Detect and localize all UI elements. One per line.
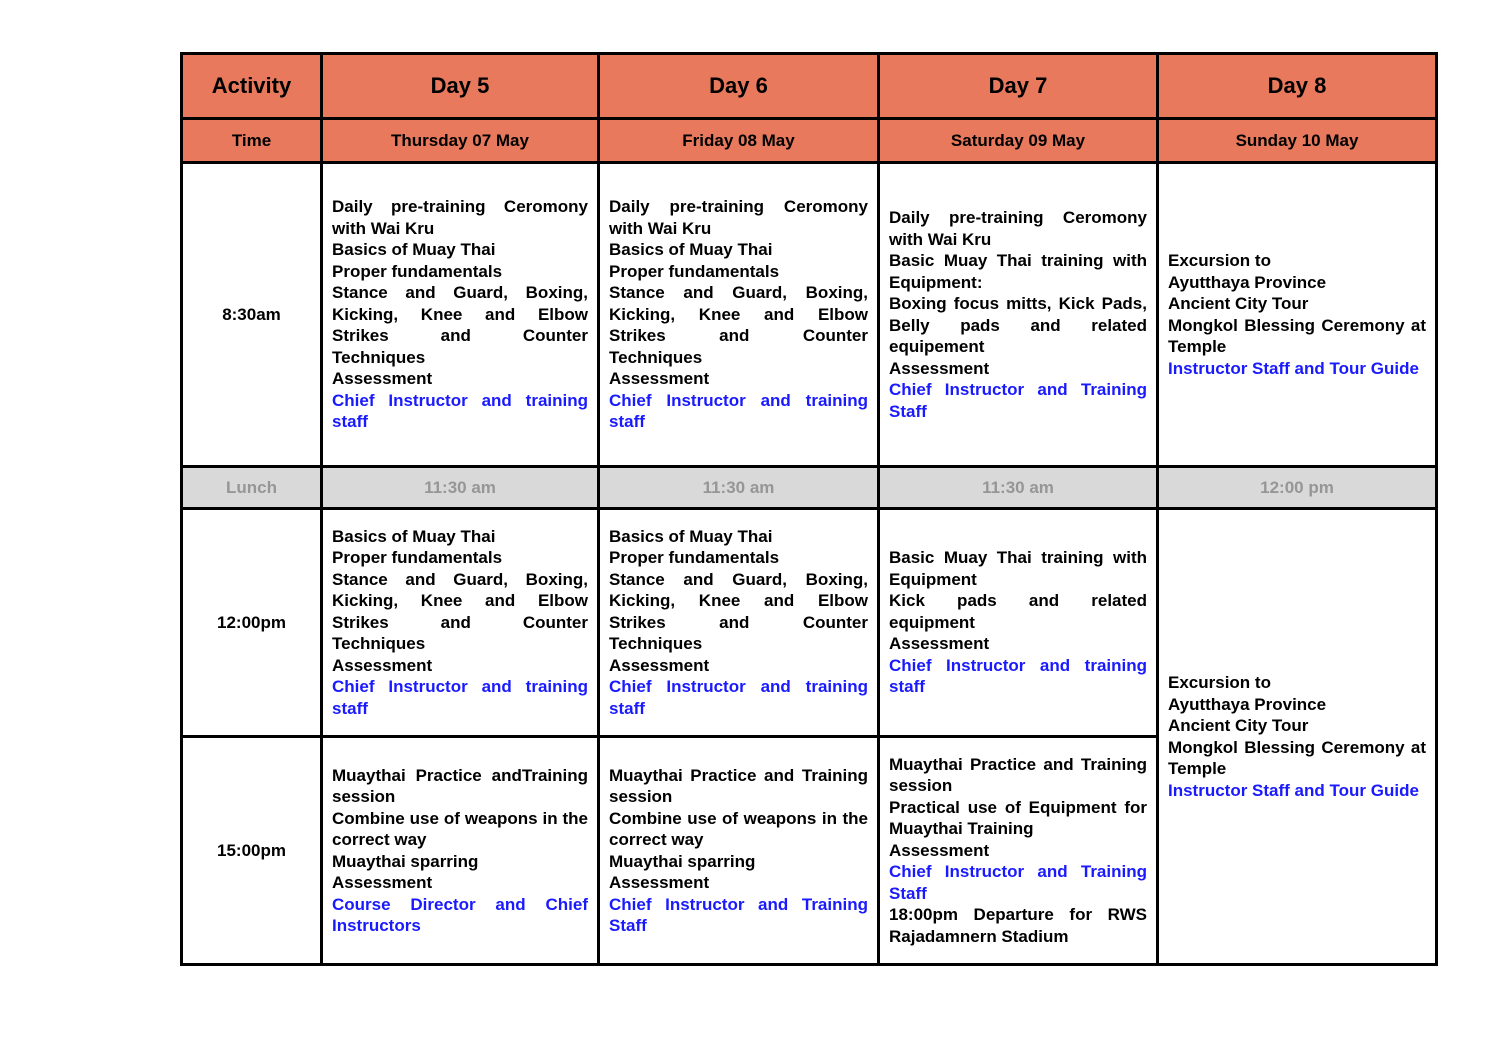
activity-text: Excursion to bbox=[1168, 673, 1271, 692]
staff-text: Chief Instructor and training staff bbox=[609, 390, 868, 432]
subheader-date-3: Saturday 09 May bbox=[879, 119, 1158, 163]
header-day-7: Day 7 bbox=[879, 54, 1158, 119]
schedule-cell-830am-day8 bbox=[1158, 163, 1437, 467]
activity-text: Practical use of Equipment for Muaythai Training bbox=[889, 797, 1147, 839]
header-day-5: Day 5 bbox=[322, 54, 599, 119]
staff-text: Chief Instructor and training staff bbox=[609, 677, 868, 718]
activity-text: Basic Muay Thai training with Equipment: bbox=[889, 251, 1147, 292]
activity-text: Mongkol Blessing Ceremony at Temple bbox=[1168, 737, 1426, 778]
activity-text: Muaythai sparring bbox=[332, 851, 479, 871]
activity-text: Daily pre-training Ceromony with Wai Kru bbox=[332, 197, 588, 238]
header-row-dates bbox=[182, 119, 1437, 163]
activity-text: Proper fundamentals bbox=[332, 548, 503, 568]
staff-text: Course Director and Chief Instructors bbox=[332, 894, 588, 935]
header-day-8: Day 8 bbox=[1158, 54, 1437, 119]
activity-text: Assessment bbox=[332, 873, 433, 892]
activity-text: Proper fundamentals bbox=[609, 548, 780, 568]
activity-text: Assessment bbox=[609, 873, 710, 892]
activity-text: Muaythai Practice and Training session bbox=[889, 754, 1147, 796]
activity-text: Assessment bbox=[332, 369, 433, 389]
activity-text: Combine use of weapons in the correct way bbox=[332, 808, 588, 849]
subheader-date-4: Sunday 10 May bbox=[1158, 119, 1437, 163]
schedule-cell-1200pm-day6 bbox=[599, 509, 879, 737]
subheader-date-2: Friday 08 May bbox=[599, 119, 879, 163]
activity-text: Basics of Muay Thai bbox=[332, 526, 496, 546]
staff-text: Chief Instructor and training staff bbox=[332, 677, 588, 718]
schedule-cell-1200pm-day5 bbox=[322, 509, 599, 737]
schedule-cell-830am-day6 bbox=[599, 163, 879, 467]
lunch-time-day-8: 12:00 pm bbox=[1158, 467, 1437, 509]
staff-text: Chief Instructor and Training Staff bbox=[889, 862, 1147, 903]
time-label-830am: 8:30am bbox=[182, 163, 322, 467]
header-row-days bbox=[182, 54, 1437, 119]
subheader-date-1: Thursday 07 May bbox=[322, 119, 599, 163]
activity-text: Ayutthaya Province bbox=[1168, 272, 1327, 292]
activity-text: Basics of Muay Thai bbox=[609, 526, 773, 546]
training-schedule-table bbox=[180, 52, 1438, 966]
schedule-cell-830am-day5 bbox=[322, 163, 599, 467]
activity-text: Assessment bbox=[332, 655, 433, 675]
activity-text: Ancient City Tour bbox=[1168, 294, 1309, 313]
activity-text: Stance and Guard, Boxing, Kicking, Knee and Elbow Strikes and Counter Techniques bbox=[609, 283, 868, 367]
table-row-1200pm bbox=[182, 509, 1437, 737]
activity-text: Daily pre-training Ceromony with Wai Kru bbox=[609, 197, 868, 238]
staff-text: Chief Instructor and training staff bbox=[332, 390, 588, 432]
activity-text: Ancient City Tour bbox=[1168, 716, 1309, 735]
activity-text: Mongkol Blessing Ceremony at Temple bbox=[1168, 315, 1426, 356]
activity-text: Stance and Guard, Boxing, Kicking, Knee and Elbow Strikes and Counter Techniques bbox=[609, 569, 868, 654]
table-row-lunch bbox=[182, 467, 1437, 509]
activity-text: Kick pads and related equipment bbox=[889, 591, 1147, 632]
time-label-lunch: Lunch bbox=[182, 467, 322, 509]
activity-text: Excursion to bbox=[1168, 251, 1271, 270]
activity-text: Daily pre-training Ceromony with Wai Kru bbox=[889, 208, 1147, 249]
staff-text: Instructor Staff and Tour Guide bbox=[1168, 358, 1419, 378]
activity-text: Ayutthaya Province bbox=[1168, 694, 1327, 714]
header-day-6: Day 6 bbox=[599, 54, 879, 119]
header-activity: Activity bbox=[182, 54, 322, 119]
table-row-830am bbox=[182, 163, 1437, 467]
activity-text: Muaythai sparring bbox=[609, 851, 756, 871]
staff-text: Instructor Staff and Tour Guide bbox=[1168, 780, 1419, 800]
activity-text: Muaythai Practice andTraining session bbox=[332, 765, 588, 806]
schedule-cell-830am-day7 bbox=[879, 163, 1158, 467]
activity-text: Basic Muay Thai training with Equipment bbox=[889, 548, 1147, 589]
staff-text: Chief Instructor and Training Staff bbox=[889, 380, 1147, 421]
staff-text: Chief Instructor and Training Staff bbox=[609, 894, 868, 935]
time-label-1200pm: 12:00pm bbox=[182, 509, 322, 737]
schedule-cell-1200pm-day8 bbox=[1158, 509, 1437, 965]
activity-text: Stance and Guard, Boxing, Kicking, Knee and Elbow Strikes and Counter Techniques bbox=[332, 569, 588, 654]
activity-text: Combine use of weapons in the correct way bbox=[609, 808, 868, 849]
schedule-cell-1500pm-day7 bbox=[879, 737, 1158, 965]
activity-text: Assessment bbox=[889, 358, 990, 378]
lunch-time-day-6: 11:30 am bbox=[599, 467, 879, 509]
activity-text: Boxing focus mitts, Kick Pads, Belly pads and related equipement bbox=[889, 294, 1147, 356]
schedule-cell-1500pm-day6 bbox=[599, 737, 879, 965]
activity-text: Assessment bbox=[889, 634, 990, 654]
lunch-time-day-5: 11:30 am bbox=[322, 467, 599, 509]
activity-text: Assessment bbox=[609, 655, 710, 675]
activity-text: Basics of Muay Thai bbox=[332, 240, 496, 260]
staff-text: Chief Instructor and training staff bbox=[889, 655, 1147, 697]
activity-text: Assessment bbox=[889, 840, 990, 860]
activity-text: Basics of Muay Thai bbox=[609, 240, 773, 260]
activity-text: Muaythai Practice and Training session bbox=[609, 765, 868, 806]
time-label-1500pm: 15:00pm bbox=[182, 737, 322, 965]
subheader-time: Time bbox=[182, 119, 322, 163]
activity-text: Assessment bbox=[609, 369, 710, 389]
lunch-time-day-7: 11:30 am bbox=[879, 467, 1158, 509]
activity-text: Proper fundamentals bbox=[332, 261, 503, 281]
schedule-cell-1500pm-day5 bbox=[322, 737, 599, 965]
schedule-cell-1200pm-day7 bbox=[879, 509, 1158, 737]
activity-text: Stance and Guard, Boxing, Kicking, Knee and Elbow Strikes and Counter Techniques bbox=[332, 283, 588, 367]
activity-text: Proper fundamentals bbox=[609, 261, 780, 281]
activity-text: 18:00pm Departure for RWS Rajadamnern Stadium bbox=[889, 905, 1147, 946]
